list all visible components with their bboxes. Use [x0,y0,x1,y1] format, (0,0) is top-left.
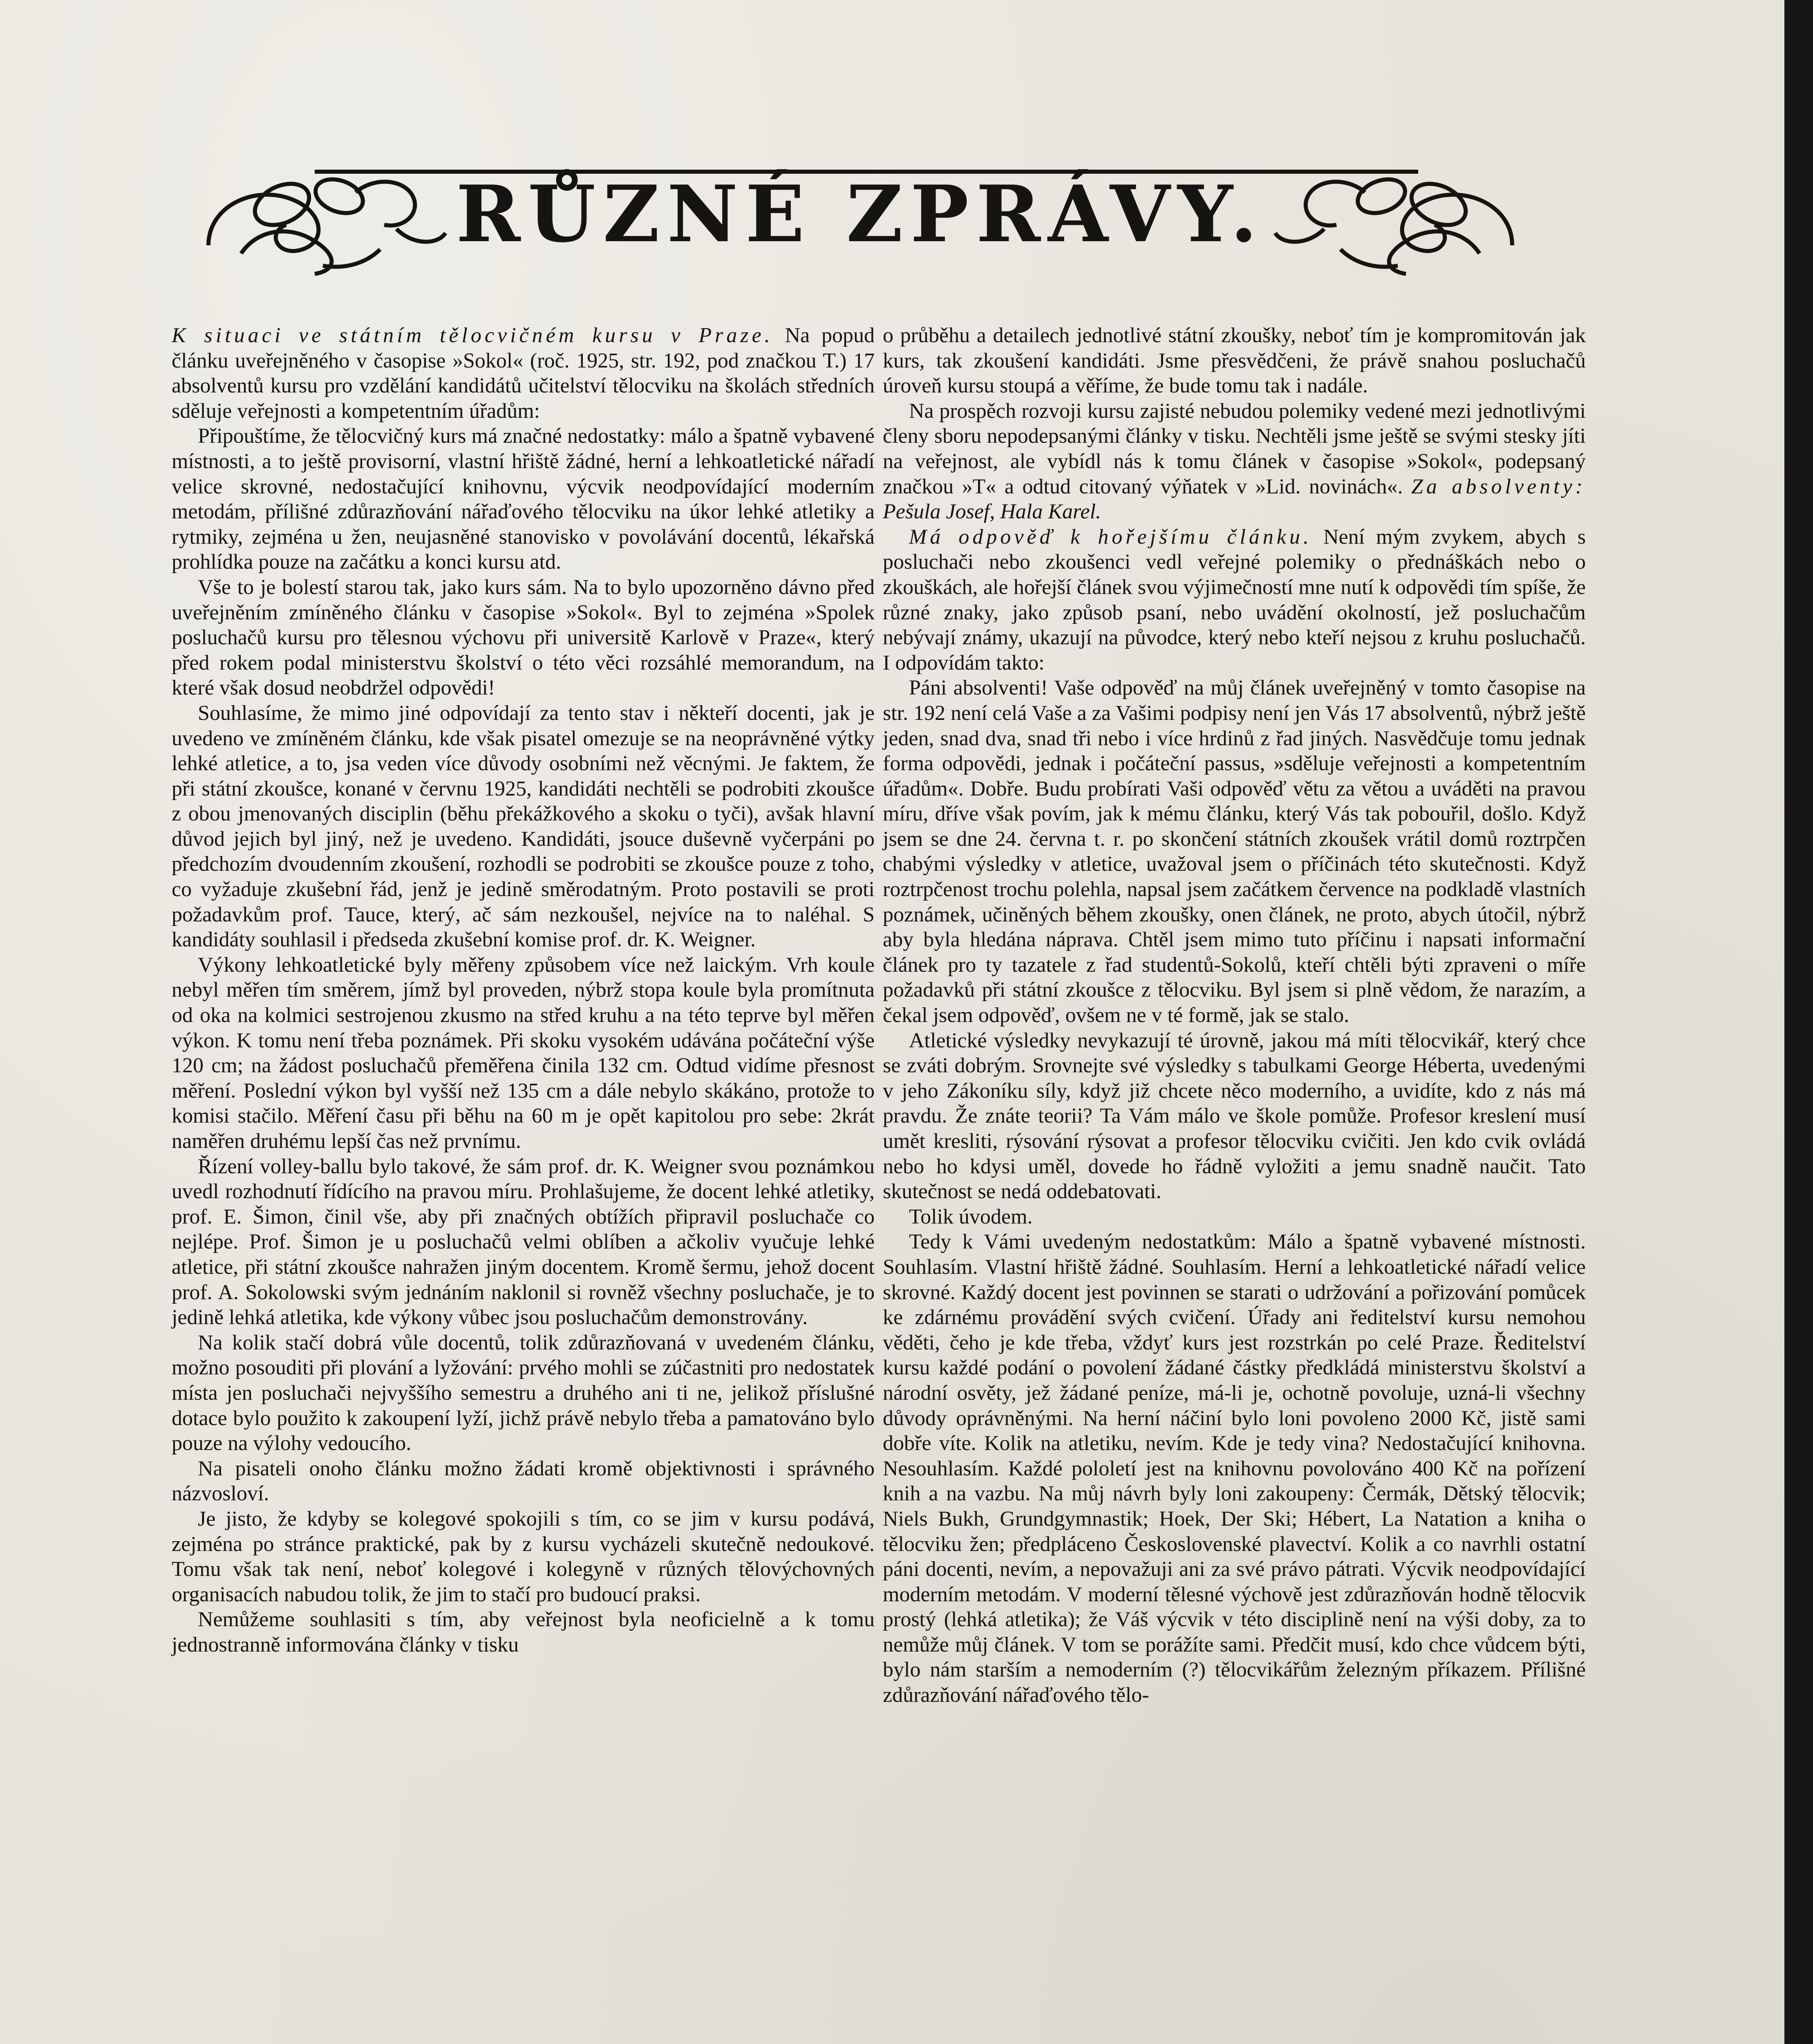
section-header-ornament [192,147,1529,286]
paragraph: Na kolik stačí dobrá vůle docentů, tolik zdůrazňovaná v uvedeném článku, možno posouditi při plování a lyžování: prvého mohli se zúčastniti pro nedostatek místa jen posluchači nejvyššího semestru a druhého ani ti ne, jelikož příslušné dotace bylo použito k zakoupení lyží, jichž právě nebylo třeba a pamatováno bylo pouze na výlohy vedoucího. [172,1331,875,1455]
header-right-vine [1275,173,1512,274]
section-title: RŮZNÉ ZPRÁVY. [456,168,1265,260]
header-left-vine [208,173,445,274]
header-vine-ornament-svg [192,147,1529,286]
reply-opening-paragraph [883,524,1586,676]
paragraph: Vše to je bolestí starou tak, jako kurs sám. Na to bylo upozorněno dávno před uveřejněním zmíněného článku v časopise »Sokol«. Byl to zejména »Spolek posluchačů kursu pro tělesnou výchovu při universitě Karlově v Praze«, který před rokem podal ministerstvu školství o této věci rozsáhlé memorandum, na které však dosud neobdržel odpovědi! [172,575,875,700]
paragraph: o průběhu a detailech jednotlivé státní zkoušky, neboť tím je kompromitován jak kurs, tak zkoušení kandidáti. Jsme přesvědčeni, že právě snahou posluchačů úroveň kursu stoupá a věříme, že bude tomu tak i nadále. [883,324,1586,398]
paragraph: Atletické výsledky nevykazují té úrovně, jakou má míti tělocvikář, který chce se zváti dobrým. Srovnejte své výsledky s tabulkami George Héberta, uvedenými v jeho Zákoníku síly, když již chcete něco moderního, a uvidíte, kdo z nás má pravdu. Že znáte teorii? Ta Vám málo ve škole pomůže. Profesor kreslení musí umět kresliti, rýsování rýsovat a profesor tělocviku cvičiti. Jen kdo cvik ovládá nebo ho kdysi uměl, dovede ho řádně vyložiti a jemu snadně naučit. Tato skutečnost se nedá oddebatovati. [883,1029,1586,1204]
paragraph: Souhlasíme, že mimo jiné odpovídají za tento stav i někteří docenti, jak je uvedeno ve zmíněném článku, kde však pisatel omezuje se na neoprávněné výtky lehké atletice, a to, jsa veden více důvody osobními než věcnými. Je faktem, že při státní zkoušce, konané v červnu 1925, kandidáti nechtěli se podrobiti zkoušce z obou jmenovaných disciplin (běhu překážkového a skoku o tyči), avšak hlavní důvod jejich byl jiný, než je uvedeno. Kandidáti, jsouce duševně vyčerpáni po předchozím dvoudenním zkoušení, rozhodli se podrobiti se zkoušce pouze z toho, co vyžaduje zkušební řád, jenž je jedině směrodatným. Proto postavili se proti požadavkům prof. Tauce, který, ač sám nezkoušel, nejvíce na to naléhal. S kandidáty souhlasil i předseda zkušební komise prof. dr. K. Weigner. [172,701,875,952]
paragraph: Na pisateli onoho článku možno žádati kromě objektivnosti i správného názvosloví. [172,1457,875,1506]
signature-label: Za absolventy: [1411,475,1586,498]
reply-heading: Má odpověď k hořejšímu článku. [909,525,1312,549]
paragraph-text: Není mým zvykem, abych s posluchači nebo zkoušenci vedl veřejné polemiky o přednáškách nebo o zkouškách, ale hořejší článek svou výjimečností mne nutí k odpovědi tím spíše, že různé znaky, jako způsob psaní, nebo uvádění okolností, jež posluchačům nebývají známy, ukazují na původce, který nebo kteří nejsou z kruhu posluchačů. I odpovídám takto: [883,525,1586,675]
article-heading: K situaci ve státním tělocvičném kursu v Praze. [172,324,773,347]
paragraph-with-signature [883,399,1586,524]
paragraph: Řízení volley-ballu bylo takové, že sám prof. dr. K. Weigner svou poznámkou uvedl rozhodnutí řídícího na pravou míru. Prohlašujeme, že docent lehké atletiky, prof. E. Šimon, činil vše, aby při značných obtížích připravil posluchače co nejlépe. Prof. Šimon je u posluchačů velmi oblíben a ačkoliv vyučuje lehké atletice, při státní zkoušce nahražen jiným docentem. Kromě šermu, jehož docent prof. A. Sokolowski svým jednáním naklonil si rovněž všechny posluchače, je to jedině lehká atletika, kde výkony vůbec jsou posluchačům demonstrovány. [172,1154,875,1329]
paragraph: Je jisto, že kdyby se kolegové spokojili s tím, co se jim v kursu podává, zejména po stránce praktické, pak by z kursu vycházeli skutečně nedoukové. Tomu však tak není, neboť kolegové i kolegyně v různých tělovýchovných organisacích nabudou tolik, že jim to stačí pro budoucí praksi. [172,1507,875,1606]
scan-edge-right [1784,0,1813,2044]
paragraph: Páni absolventi! Vaše odpověď na můj článek uveřejněný v tomto časopise na str. 192 není celá Vaše a za Vašimi podpisy není jen Vás 17 absolventů, nýbrž ještě jeden, snad dva, snad tři nebo i více hrdinů z řad jiných. Nasvědčuje tomu jednak forma odpovědi, jednak i počáteční passus, »sděluje veřejnosti a kompetentním úřadům«. Dobře. Budu probírati Vaši odpověď větu za větou a uváděti na pravou míru, dříve však povím, jak k mému článku, který Vás tak pobouřil, došlo. Když jsem se dne 24. června t. r. po skončení státních zkoušek vrátil domů roztrpčen chabými výsledky v atletice, uvažoval jsem o příčinách této skutečnosti. Když roztrpčenost trochu polehla, napsal jsem začátkem července na podkladě vlastních poznámek, učiněných během zkoušky, onen článek, ne proto, abych útočil, nýbrž aby byla hledána náprava. Chtěl jsem mimo tuto příčinu i napsati informační článek pro ty tazatele z řad studentů-Sokolů, kteří chtěli býti zpraveni o míře požadavků při státní zkoušce z tělocviku. Byl jsem si plně vědom, že narazím, a čekal jsem odpověď, ovšem ne v té formě, jak se stalo. [883,676,1586,1027]
right-column [883,323,1586,1708]
article-opening-paragraph [172,323,875,424]
paragraph: Výkony lehkoatletické byly měřeny způsobem více než laickým. Vrh koule nebyl měřen tím směrem, jímž byl proveden, nýbrž stopa koule byla promítnuta od oka na kolmici sestrojenou zkusmo na střed kruhu a na této teprve byl měřen výkon. K tomu není třeba poznámek. Při skoku vysokém udávána počáteční výše 120 cm; na žádost posluchačů přeměřena činila 132 cm. Odtud vidíme přesnost měření. Poslední výkon byl vyšší než 135 cm a dále nebylo skákáno, protože to komisi stačilo. Měření času při běhu na 60 m je opět kapitolou pro sebe: 2krát naměřen druhému lepší čas než prvnímu. [172,953,875,1153]
paragraph: Tedy k Vámi uvedeným nedostatkům: Málo a špatně vybavené místnosti. Souhlasím. Vlastní hřiště žádné. Souhlasím. Herní a lehkoatletické nářadí velice skrovné. Každý docent jest povinnen se starati o udržování a pořizování pomůcek ke zdárnému provádění svých cvičení. Úřady ani ředitelství kursu nemohou věděti, čeho je kde třeba, vždyť kurs jest rozstrkán po celé Praze. Ředitelství kursu každé podání o povolení žádané částky předkládá ministerstvu školství a národní osvěty, jež žádané peníze, má-li je, ochotně povoluje, uzná-li všechny důvody oprávněnými. Na herní náčiní bylo loni povoleno 2000 Kč, jistě sami dobře víte. Kolik na atletiku, nevím. Kde je tedy vina? Nedostačující knihovna. Nesouhlasím. Každé pololetí jest na knihovnu povolováno 400 Kč na pořízení knih a na vazbu. Na můj návrh byly loni zakoupeny: Čermák, Dětský tělocvik; Niels Bukh, Grundgymnastik; Hoek, Der Ski; Hébert, La Natation a kniha o tělocviku žen; předpláceno Československé plavectví. Kolik a co navrhli ostatní páni docenti, nevím, a nepovažuji ani za své právo pátrati. Výcvik neodpovídající moderním metodám. V moderní tělesné výchově jest zdůrazňován hodně tělocvik prostý (lehká atletika); že Váš výcvik v této disciplině není na výši doby, za to nemůže můj článek. V tom se porážíte sami. Předčit musí, kdo chce vůdcem býti, bylo nám starším a nemoderním (?) tělocvikářům železným příkazem. Přílišné zdůrazňování nářaďového tělo- [883,1230,1586,1707]
signature-names: Pešula Josef, Hala Karel. [883,500,1101,524]
paragraph-text: Na popud článku uveřejněného v časopise »Sokol« (roč. 1925, str. 192, pod značkou T.) 17 absolventů kursu pro vzdělání kandidátů učitelství tělocviku na školách středních sděluje veřejnosti a kompetentním úřadům: [172,324,875,423]
left-column [172,323,875,1657]
paragraph: Tolik úvodem. [909,1205,1033,1228]
paragraph: Nemůžeme souhlasiti s tím, aby veřejnost byla neoficielně a k tomu jednostranně informována články v tisku [172,1608,875,1656]
paragraph-text: Na prospěch rozvoji kursu zajisté nebudou polemiky vedené mezi jednotlivými členy sboru nepodepsanými články v tisku. Nechtěli jsme ještě se svými stesky jíti na veřejnost, ale vybídl nás k tomu článek v časopise »Sokol«, podepsaný značkou »T« a odtud citovaný výňatek v »Lid. novinách«. [883,399,1586,498]
paragraph: Připouštíme, že tělocvičný kurs má značné nedostatky: málo a špatně vybavené místnosti, a to ještě provisorní, vlastní hřiště žádné, herní a lehkoatletické nářadí velice skrovné, nedostačující knihovnu, výcvik neodpovídající moderním metodám, přílišné zdůrazňování nářaďového tělocviku na úkor lehké atletiky a rytmiky, zejména u žen, neujasněné stanovisko v povolávání docentů, lékařská prohlídka pouze na začátku a konci kursu atd. [172,424,875,574]
